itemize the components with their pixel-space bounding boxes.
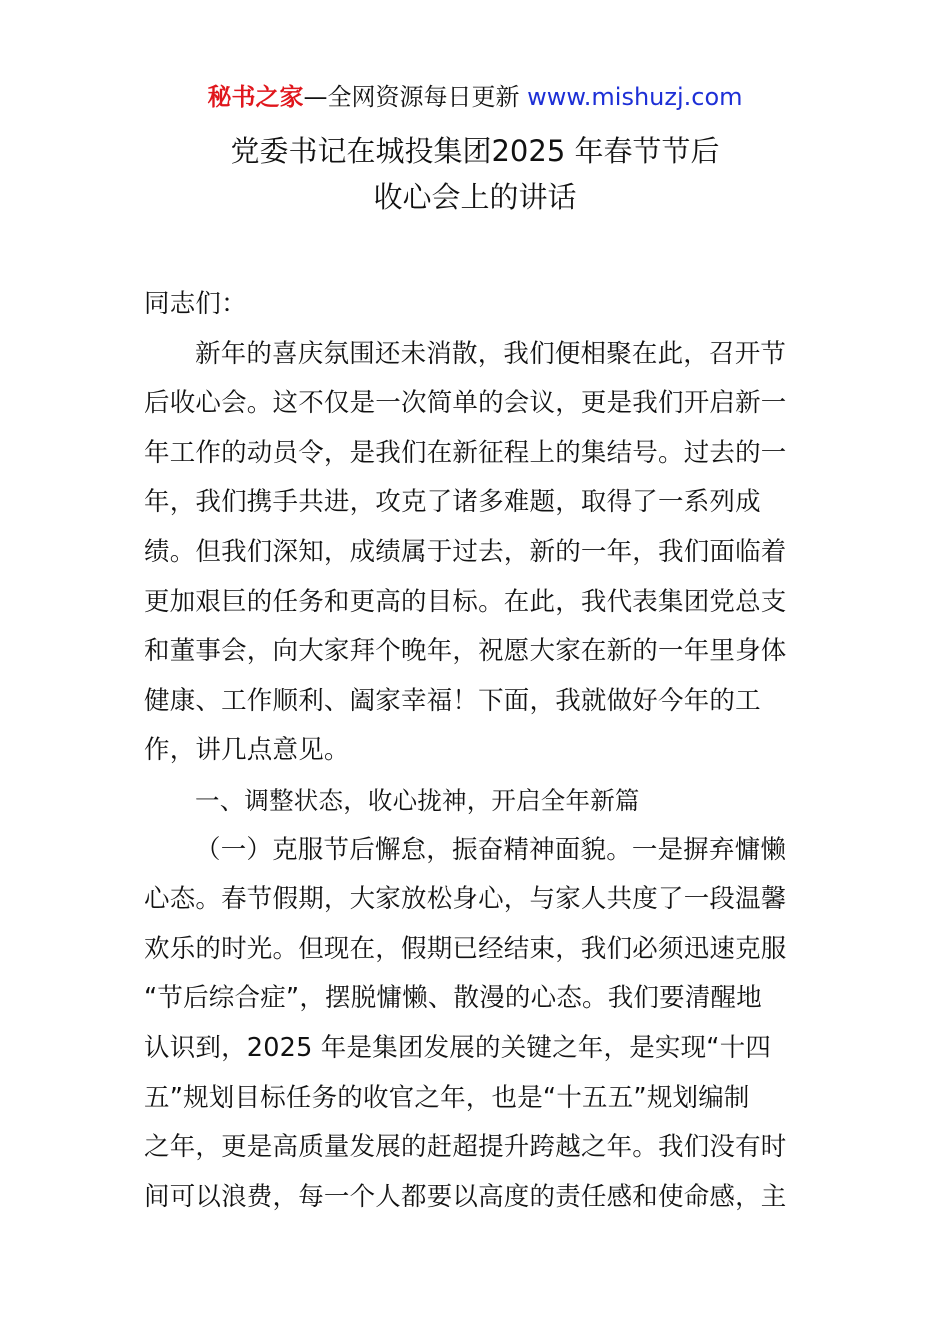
section-heading: 一、调整状态，收心拢神，开启全年新篇 xyxy=(195,785,640,815)
brand-name: 秘书之家 xyxy=(207,83,304,111)
paragraph-line: 新年的喜庆氛围还未消散，我们便相聚在此，召开节 xyxy=(195,338,787,369)
paragraph-line: 心态。春节假期，大家放松身心，与家人共度了一段温馨 xyxy=(144,884,787,915)
paragraph-line: 欢乐的时光。但现在，假期已经结束，我们必须迅速克服 xyxy=(144,933,787,964)
banner-tagline: —全网资源每日更新 xyxy=(303,83,528,111)
paragraph-line: 五”规划目标任务的收官之年，也是“十五五”规划编制 xyxy=(144,1082,750,1113)
paragraph-line: 和董事会，向大家拜个晚年，祝愿大家在新的一年里身体 xyxy=(144,636,787,667)
paragraph-line: 之年，更是高质量发展的赶超提升跨越之年。我们没有时 xyxy=(144,1132,787,1163)
paragraph-line: 健康、工作顺利、阖家幸福！下面，我就做好今年的工 xyxy=(144,685,761,716)
speech-body xyxy=(144,280,808,1222)
paragraph-line: “节后综合症”，摆脱慵懒、散漫的心态。我们要清醒地 xyxy=(144,983,762,1014)
paragraph-line: 间可以浪费，每一个人都要以高度的责任感和使命感，主 xyxy=(144,1181,787,1212)
site-banner xyxy=(0,80,950,114)
paragraph-line: 作，讲几点意见。 xyxy=(144,735,350,766)
paragraph-line: 年工作的动员令，是我们在新征程上的集结号。过去的一 xyxy=(144,437,787,468)
paragraph-line: 年，我们携手共进，攻克了诸多难题，取得了一系列成 xyxy=(144,487,761,518)
title-line-1: 党委书记在城投集团2025 年春节节后 xyxy=(230,134,720,168)
salutation: 同志们： xyxy=(144,289,247,319)
paragraph-line: （一）克服节后懈怠，振奋精神面貌。一是摒弃慵懒 xyxy=(195,834,787,865)
paragraph-line: 认识到，2025 年是集团发展的关键之年，是实现“十四 xyxy=(144,1032,772,1063)
document-title xyxy=(0,128,950,220)
paragraph-line: 后收心会。这不仅是一次简单的会议，更是我们开启新一 xyxy=(144,388,787,419)
title-line-2: 收心会上的讲话 xyxy=(373,180,577,214)
site-url-link[interactable]: www.mishuzj.com xyxy=(527,83,743,111)
paragraph-line: 更加艰巨的任务和更高的目标。在此，我代表集团党总支 xyxy=(144,586,787,617)
paragraph-line: 绩。但我们深知，成绩属于过去，新的一年，我们面临着 xyxy=(144,536,787,567)
